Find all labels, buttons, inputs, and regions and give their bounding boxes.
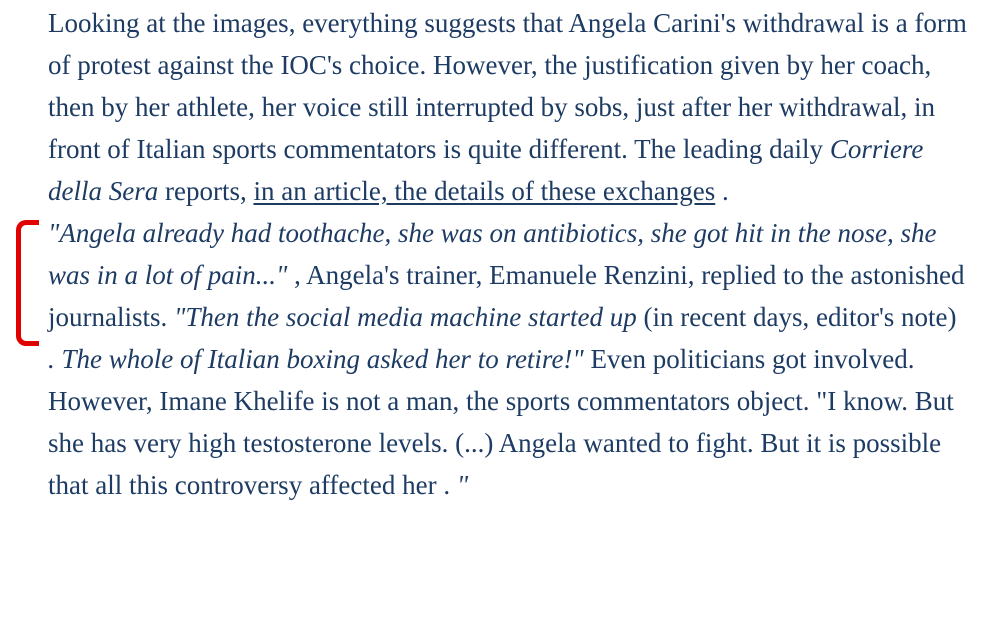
paragraph-intro [48,2,968,212]
quote-text-after: Even politicians got involved. However, Imane Khelife is not a man, the sports commentators object. "I know. But she has very high testosterone levels. (...) Angela wanted to fight. But it is possible that all this controversy affected her . [48,344,954,500]
red-bracket-highlight-icon [16,220,39,346]
quote-text-3: . The whole of Italian boxing asked her to retire!" [48,344,584,374]
intro-text-part-2: reports, [158,176,254,206]
quote-block [48,212,968,506]
article-link[interactable]: in an article, the details of these exchanges [253,176,716,206]
quote-text-1: "Angela already had toothache, she was on antibiotics, she got hit in the nose, she was in a lot of pain..." [48,218,937,290]
closing-quote-mark: " [456,470,469,500]
quote-text-2: "Then the social media machine started up [174,302,637,332]
intro-text-part-1: Looking at the images, everything suggests that Angela Carini's withdrawal is a form of protest against the IOC's choice. However, the justification given by her coach, then by her athlete, her voice still interrupted by sobs, just after her withdrawal, in front of Italian sports commentators is quite different. The leading daily [48,8,967,164]
paragraph-quote [48,212,968,506]
intro-text-part-3: . [715,176,729,206]
article-body [48,2,968,506]
quote-attribution-1: , Angela's trainer, Emanuele Renzini, replied to the astonished journalists. [48,260,965,332]
publication-name: Corriere della Sera [48,134,924,206]
editors-note: (in recent days, editor's note) [636,302,957,332]
